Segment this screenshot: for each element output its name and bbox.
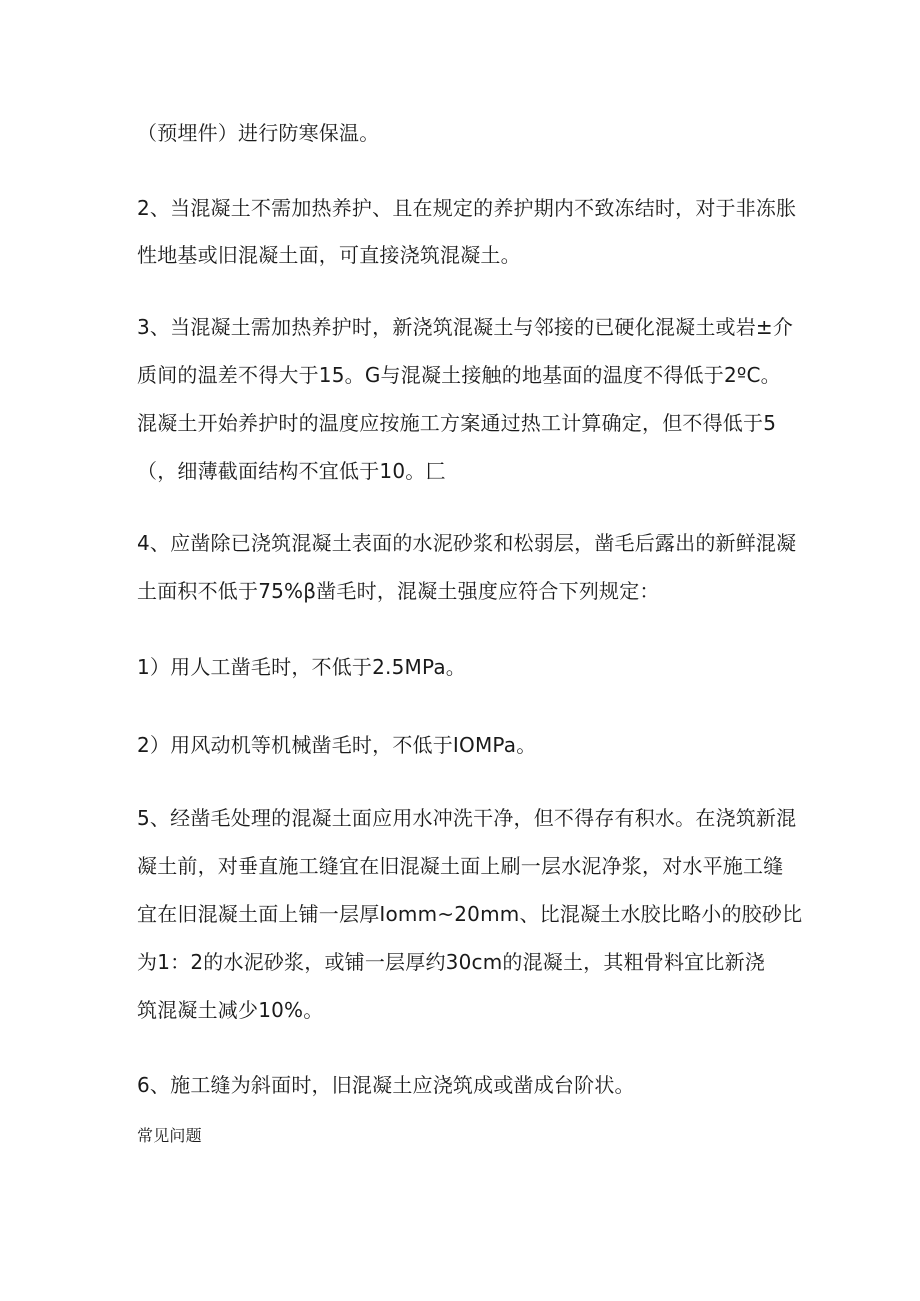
- paragraph-1-line-1: （预埋件）进行防寒保温。: [137, 121, 380, 145]
- section-heading-faq: 常见问题: [137, 1126, 202, 1145]
- paragraph-4-line-2: 土面积不低于75%β凿毛时，混凝土强度应符合下列规定：: [137, 579, 660, 603]
- paragraph-2-line-2: 性地基或旧混凝土面，可直接浇筑混凝土。: [137, 243, 521, 267]
- paragraph-2-line-1: 2、当混凝土不需加热养护、且在规定的养护期内不致冻结时，对于非冻胀: [137, 196, 797, 220]
- paragraph-6-line-1: 6、施工缝为斜面时，旧混凝土应浇筑成或凿成台阶状。: [137, 1073, 635, 1097]
- paragraph-5-line-1: 5、经凿毛处理的混凝土面应用水冲洗干净，但不得存有积水。在浇筑新混: [137, 806, 797, 830]
- paragraph-4-line-1: 4、应凿除已浇筑混凝土表面的水泥砂浆和松弱层，凿毛后露出的新鲜混凝: [137, 531, 797, 555]
- paragraph-3-line-2: 质间的温差不得大于15。G与混凝土接触的地基面的温度不得低于2ºC。: [137, 363, 781, 387]
- paragraph-5-line-3: 宜在旧混凝土面上铺一层厚Iomm~20mm、比混凝土水胶比略小的胶砂比: [137, 902, 803, 926]
- paragraph-3-line-4: （，细薄截面结构不宜低于10。匚: [137, 459, 446, 483]
- paragraph-4-item-1: 1）用人工凿毛时，不低于2.5MPa。: [137, 655, 467, 679]
- paragraph-5-line-2: 凝土前，对垂直施工缝宜在旧混凝土面上刷一层水泥净浆，对水平施工缝: [137, 854, 784, 878]
- paragraph-5-line-4: 为1：2的水泥砂浆，或铺一层厚约30cm的混凝土，其粗骨料宜比新浇: [137, 950, 765, 974]
- paragraph-3-line-3: 混凝土开始养护时的温度应按施工方案通过热工计算确定，但不得低于5: [137, 411, 777, 435]
- paragraph-4-item-2: 2）用风动机等机械凿毛时，不低于IOMPa。: [137, 733, 537, 757]
- paragraph-3-line-1: 3、当混凝土需加热养护时，新浇筑混凝土与邻接的已硬化混凝土或岩±介: [137, 315, 794, 339]
- paragraph-5-line-5: 筑混凝土减少10%。: [137, 998, 324, 1022]
